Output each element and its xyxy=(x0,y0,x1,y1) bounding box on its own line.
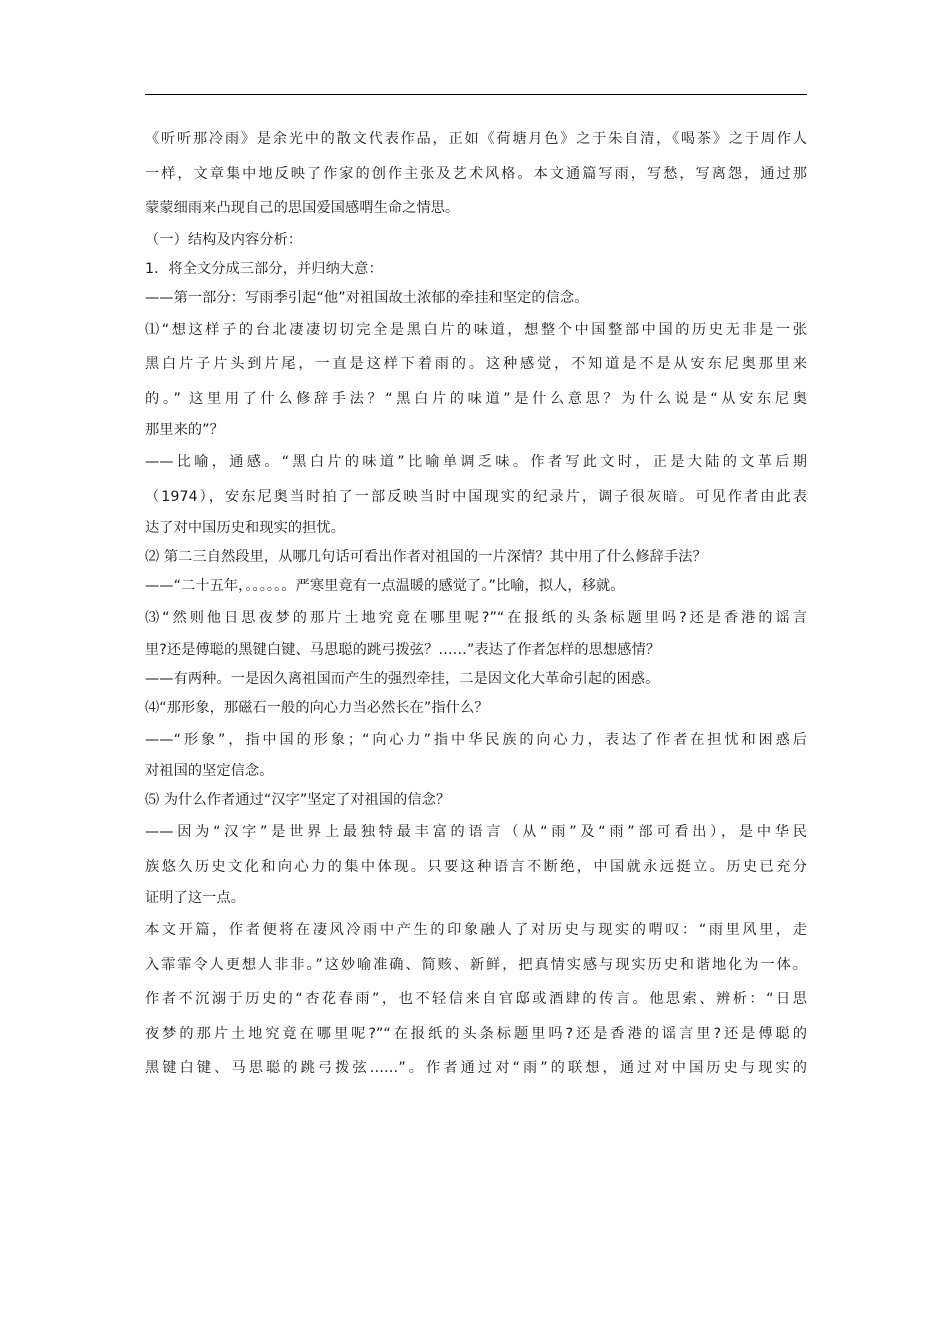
text-line: 作者不沉溺于历史的“杏花春雨”，也不轻信来自官邸或酒肆的传言。他思索、辨析：“日思 xyxy=(145,991,807,1007)
text-line: 入霏霏令人更想人非非。”这妙喻准确、简赅、新鲜，把真情实感与现实历史和谐地化为一体。 xyxy=(145,956,807,973)
text-line: ——第一部分：写雨季引起“他”对祖国故土浓郁的牵挂和坚定的信念。 xyxy=(145,289,589,306)
text-line: 那里来的”？ xyxy=(145,422,224,438)
text-line: 达了对中国历史和现实的担忧。 xyxy=(145,520,346,536)
text-line: 黑白片子片头到片尾，一直是这样下着雨的。这种感觉，不知道是不是从安东尼奥那里来 xyxy=(145,356,807,372)
text-line: ——因为“汉字”是世界上最独特最丰富的语言（从“雨”及“雨”部可看出），是中华民 xyxy=(145,824,807,840)
text-line: ——“二十五年，。。。。。。严寒里竟有一点温暖的感觉了。”比喻，拟人，移就。 xyxy=(145,578,625,594)
text-line: ⑷“那形象，那磁石一般的向心力当必然长在”指什么？ xyxy=(145,699,489,716)
text-line: 黑键白键、马思聪的跳弓拨弦……”。作者通过对“雨”的联想，通过对中国历史与现实的 xyxy=(145,1060,807,1076)
text-line: （1974），安东尼奥当时拍了一部反映当时中国现实的纪录片，调子很灰暗。可见作者由此表 xyxy=(145,488,807,505)
text-line: 族悠久历史文化和向心力的集中体现。只要这种语言不断绝，中国就永远挺立。历史已充分 xyxy=(145,858,807,875)
text-line: 《听听那冷雨》是余光中的散文代表作品，正如《荷塘月色》之于朱自清，《喝茶》之于周作人 xyxy=(145,131,807,147)
text-line: ⑵ 第二三自然段里，从哪几句话可看出作者对祖国的一片深情？其中用了什么修辞手法？ xyxy=(145,549,707,565)
text-line: ⑸ 为什么作者通过“汉字”坚定了对祖国的信念？ xyxy=(145,792,451,808)
text-line: ——比喻，通感。“黑白片的味道”比喻单调乏味。作者写此文时，正是大陆的文革后期 xyxy=(145,454,807,470)
text-line: ⑴“想这样子的台北凄凄切切完全是黑白片的味道，想整个中国整部中国的历史无非是一张 xyxy=(145,321,807,338)
text-line: 里?还是傅聪的黑键白键、马思聪的跳弓拨弦？……”表达了作者怎样的思想感情？ xyxy=(145,641,661,658)
text-line: 夜梦的那片土地究竟在哪里呢?”“在报纸的头条标题里吗?还是香港的谣言里?还是傅聪的 xyxy=(145,1025,807,1042)
text-line: ——“形象”，指中国的形象；“向心力”指中华民族的向心力，表达了作者在担忧和困惑后 xyxy=(145,731,807,748)
text-line: 证明了这一点。 xyxy=(145,890,246,906)
text-line: （一）结构及内容分析： xyxy=(145,231,303,248)
text-line: 1．将全文分成三部分，并归纳大意： xyxy=(145,260,383,277)
text-line: 的。” 这里用了什么修辞手法？“黑白片的味道”是什么意思？为什么说是“从安东尼奥 xyxy=(145,390,807,407)
document-body xyxy=(145,122,807,1086)
text-line: 对祖国的坚定信念。 xyxy=(145,763,274,779)
text-line: ——有两种。一是因久离祖国而产生的强烈牵挂，二是因文化大革命引起的困惑。 xyxy=(145,670,660,687)
text-line: ⑶“然则他日思夜梦的那片土地究竟在哪里呢?”“在报纸的头条标题里吗?还是香港的谣言 xyxy=(145,610,807,626)
text-line: 蒙蒙细雨来凸现自己的思国爱国感喟生命之情思。 xyxy=(145,200,460,216)
text-line: 一样，文章集中地反映了作家的创作主张及艺术风格。本文通篇写雨，写愁，写离怨，通过那 xyxy=(145,165,807,182)
header-rule xyxy=(145,94,807,95)
text-line: 本文开篇，作者便将在凄风冷雨中产生的印象融人了对历史与现实的喟叹：“雨里风里，走 xyxy=(145,922,807,938)
